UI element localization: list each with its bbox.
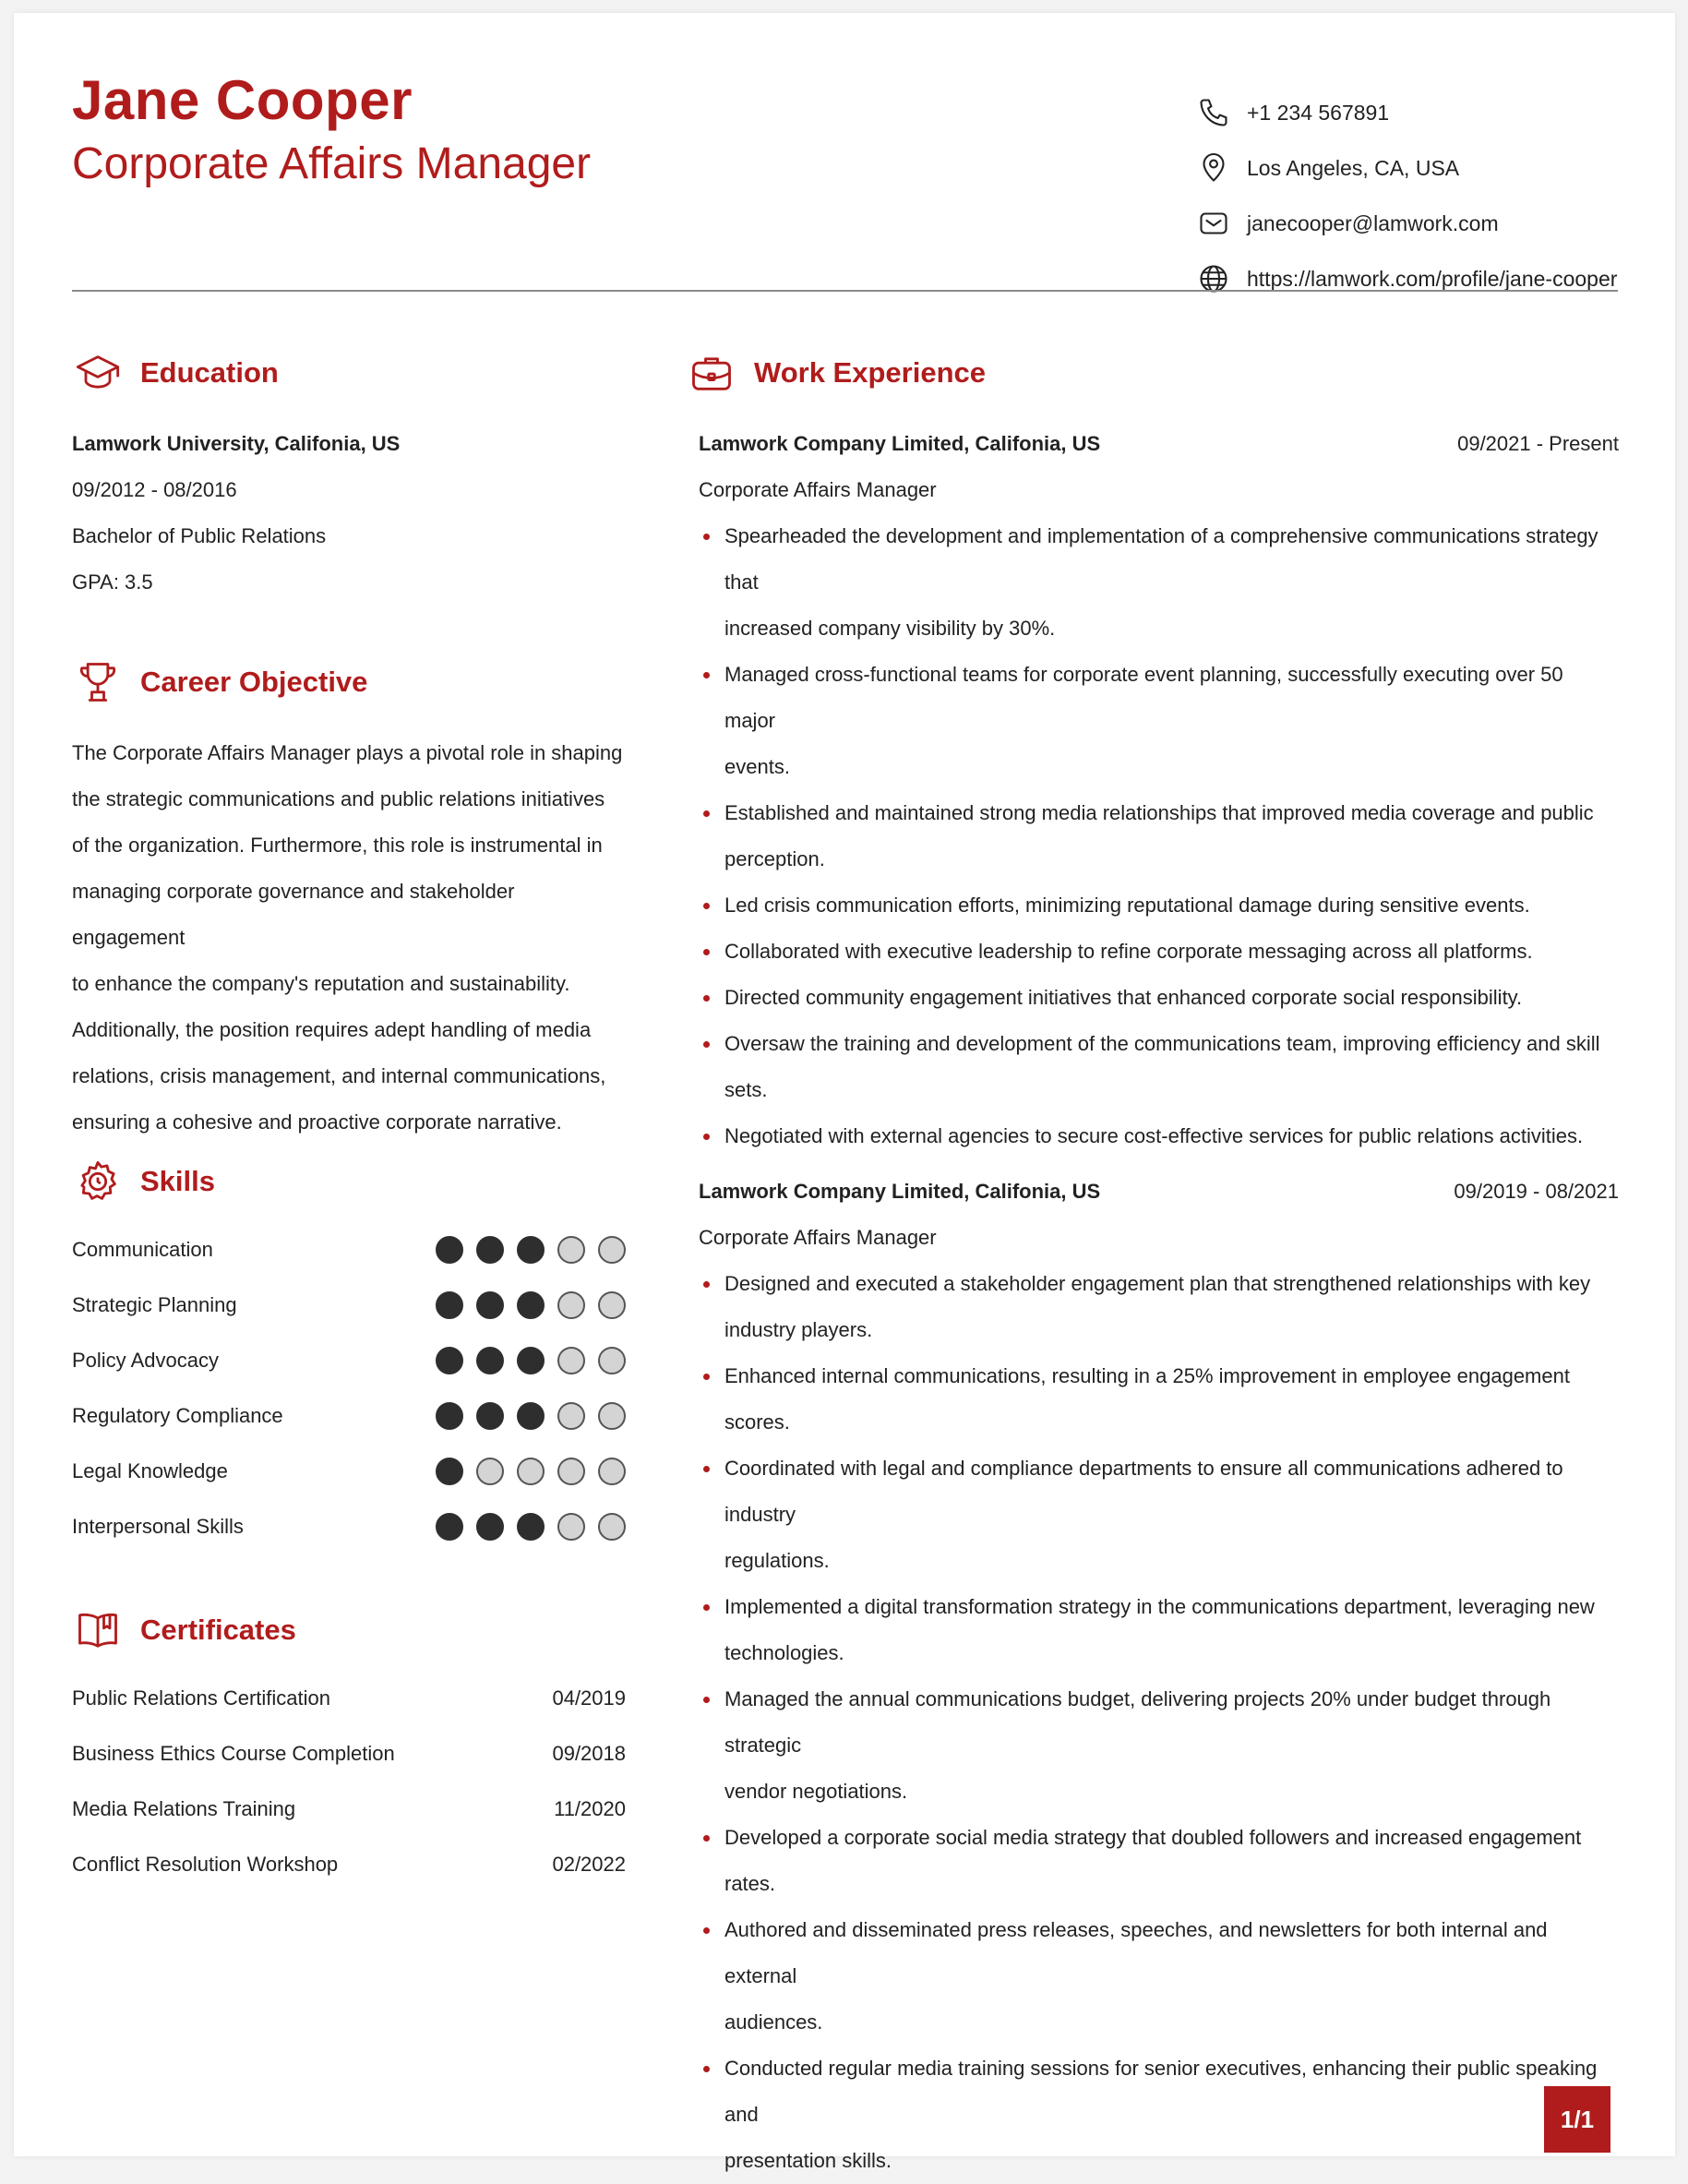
- certificate-row: [72, 1671, 626, 1726]
- bullet-dot: [703, 1927, 710, 1934]
- bullet-text-line: perception.: [724, 847, 825, 870]
- skills-section: [72, 1222, 626, 1554]
- job-role: Corporate Affairs Manager: [699, 1226, 937, 1249]
- graduation-cap-icon: [72, 347, 124, 399]
- gear-icon: [72, 1156, 124, 1207]
- job-bullet: [699, 1584, 1619, 1676]
- skill-dot-empty: [557, 1402, 585, 1430]
- job-bullet: [699, 1815, 1619, 1907]
- bullet-dot: [703, 1281, 710, 1288]
- bullet-dot: [703, 1466, 710, 1472]
- skill-row: Strategic Planning: [72, 1278, 626, 1333]
- skill-dot-empty: [557, 1347, 585, 1374]
- skill-dot-empty: [476, 1458, 504, 1485]
- job-bullets: [699, 1261, 1619, 2184]
- job-bullets: [699, 513, 1619, 1159]
- bullet-text-line: Managed the annual communications budget, delivering projects 20% under budget through strategic: [724, 1687, 1551, 1757]
- certificates-heading: Certificates: [72, 1604, 296, 1656]
- job-bullet: [699, 1353, 1619, 1446]
- objective-heading: Career Objective: [72, 656, 367, 708]
- bullet-text-line: Oversaw the training and development of the communications team, improving efficiency and skill: [724, 1032, 1600, 1055]
- skill-dot-empty: [598, 1402, 626, 1430]
- page-indicator: 1/1: [1544, 2086, 1610, 2153]
- skill-dot-filled: [517, 1236, 545, 1264]
- contact-location: [1195, 140, 1617, 196]
- resume-page: [14, 13, 1675, 2172]
- bullet-dot: [703, 1697, 710, 1703]
- job-bullet: [699, 790, 1619, 882]
- candidate-name: Jane Cooper: [72, 69, 413, 131]
- education-dates: 09/2012 - 08/2016: [72, 478, 237, 501]
- skill-dot-filled: [476, 1236, 504, 1264]
- job-bullet: [699, 513, 1619, 652]
- job-bullet: [699, 1676, 1619, 1815]
- phone-text: +1 234 567891: [1247, 100, 1390, 125]
- objective-text: The Corporate Affairs Manager plays a pivotal role in shaping the strategic communications and public relations initiatives of the organization. Furthermore, this role is instrumental in managing corporate governance and stakeholder engagement to enhance the company's reputation and sustainability. Additionally, the position requires adept handling of media relations, crisis management, and internal communications, ensuring a cohesive and proactive corporate narrative.: [72, 741, 623, 1134]
- certificate-name: Media Relations Training: [72, 1797, 296, 1820]
- briefcase-icon: [686, 347, 737, 399]
- skill-dot-empty: [557, 1291, 585, 1319]
- contact-email: [1195, 196, 1617, 251]
- bullet-text-line: Collaborated with executive leadership to refine corporate messaging across all platforms.: [724, 940, 1533, 963]
- bullet-text-line: increased company visibility by 30%.: [724, 617, 1056, 640]
- job-bullet: [699, 652, 1619, 790]
- skill-rating: [423, 1236, 626, 1264]
- bullet-text-line: events.: [724, 755, 790, 778]
- bullet-dot: [703, 1835, 710, 1842]
- bullet-text-line: Directed community engagement initiatives that enhanced corporate social responsibility.: [724, 986, 1523, 1009]
- bullet-dot: [703, 672, 710, 678]
- skill-rating: [423, 1458, 626, 1485]
- skill-dot-filled: [436, 1458, 463, 1485]
- skill-dot-empty: [598, 1513, 626, 1541]
- certificate-date: 11/2020: [554, 1797, 626, 1820]
- contact-website: [1195, 251, 1617, 306]
- job-bullet: [699, 1021, 1619, 1113]
- certificate-name: Conflict Resolution Workshop: [72, 1853, 339, 1876]
- location-text: Los Angeles, CA, USA: [1247, 155, 1460, 180]
- bullet-dot: [703, 2066, 710, 2072]
- education-section: [72, 421, 626, 606]
- certificate-date: 04/2019: [552, 1686, 626, 1710]
- job-role: Corporate Affairs Manager: [699, 478, 937, 501]
- skill-dot-filled: [476, 1291, 504, 1319]
- globe-icon: [1195, 260, 1232, 297]
- skill-row: Communication: [72, 1222, 626, 1278]
- certificate-row: [72, 1837, 626, 1892]
- email-icon: [1195, 205, 1232, 242]
- contact-phone: [1195, 85, 1617, 140]
- education-heading: Education: [72, 347, 279, 399]
- skill-dot-filled: [476, 1347, 504, 1374]
- job-entry: [699, 1169, 1619, 2184]
- skill-dot-empty: [598, 1458, 626, 1485]
- job-bullet: [699, 975, 1619, 1021]
- contact-list: [1195, 85, 1617, 306]
- certificate-row: [72, 1726, 626, 1782]
- bullet-text-line: Developed a corporate social media strategy that doubled followers and increased engagement rates.: [724, 1826, 1582, 1895]
- bullet-dot: [703, 1374, 710, 1380]
- skill-dot-empty: [517, 1458, 545, 1485]
- skills-heading: Skills: [72, 1156, 215, 1207]
- job-dates: 09/2019 - 08/2021: [1454, 1180, 1619, 1203]
- skill-dot-filled: [517, 1402, 545, 1430]
- work-section: [699, 421, 1619, 2184]
- work-heading: Work Experience: [686, 347, 986, 399]
- candidate-title: Corporate Affairs Manager: [72, 139, 592, 188]
- bullet-text-line: Authored and disseminated press releases, speeches, and newsletters for both internal and external: [724, 1918, 1548, 1987]
- certificate-name: Business Ethics Course Completion: [72, 1742, 395, 1765]
- job-bullet: [699, 1261, 1619, 1353]
- job-bullet: [699, 1113, 1619, 1159]
- bullet-text-line: Designed and executed a stakeholder engagement plan that strengthened relationships with key: [724, 1272, 1591, 1295]
- bullet-text-line: sets.: [724, 1078, 768, 1101]
- bullet-text-line: Implemented a digital transformation strategy in the communications department, leveraging new: [724, 1595, 1595, 1618]
- job-company: Lamwork Company Limited, Califonia, US: [699, 432, 1101, 455]
- education-degree: Bachelor of Public Relations: [72, 524, 327, 547]
- website-text: https://lamwork.com/profile/jane-cooper: [1247, 266, 1618, 291]
- skill-dot-empty: [557, 1458, 585, 1485]
- skill-row: Interpersonal Skills: [72, 1499, 626, 1554]
- certificates-section: [72, 1671, 626, 1892]
- bullet-text-line: presentation skills.: [724, 2149, 892, 2172]
- job-bullet: [699, 882, 1619, 929]
- skill-dot-filled: [517, 1291, 545, 1319]
- bullet-dot: [703, 995, 710, 1002]
- phone-icon: [1195, 94, 1232, 131]
- skill-rating: [423, 1347, 626, 1374]
- bullet-text-line: Negotiated with external agencies to secure cost-effective services for public relations activities.: [724, 1124, 1584, 1147]
- job-company: Lamwork Company Limited, Califonia, US: [699, 1180, 1101, 1203]
- skill-rating: [423, 1513, 626, 1541]
- header-divider: [72, 290, 1618, 292]
- objective-section: [72, 730, 626, 1146]
- skill-dot-filled: [517, 1513, 545, 1541]
- bullet-text-line: Spearheaded the development and implementation of a comprehensive communications strategy that: [724, 524, 1598, 594]
- education-school: Lamwork University, Califonia, US: [72, 432, 401, 455]
- trophy-icon: [72, 656, 124, 708]
- bullet-dot: [703, 1134, 710, 1140]
- skill-row: Legal Knowledge: [72, 1444, 626, 1499]
- skill-dot-filled: [476, 1513, 504, 1541]
- skill-dot-empty: [598, 1236, 626, 1264]
- bullet-text-line: Managed cross-functional teams for corporate event planning, successfully executing over 50 major: [724, 663, 1563, 732]
- bullet-text-line: technologies.: [724, 1641, 844, 1664]
- bullet-text-line: Enhanced internal communications, resulting in a 25% improvement in employee engagement scores.: [724, 1364, 1570, 1434]
- skill-dot-empty: [557, 1236, 585, 1264]
- bullet-text-line: Conducted regular media training sessions for senior executives, enhancing their public speaking and: [724, 2057, 1598, 2126]
- job-header: [699, 1169, 1619, 1215]
- location-icon: [1195, 150, 1232, 186]
- skill-dot-filled: [517, 1347, 545, 1374]
- bullet-text-line: Led crisis communication efforts, minimizing reputational damage during sensitive events.: [724, 894, 1530, 917]
- bullet-text-line: Established and maintained strong media relationships that improved media coverage and public: [724, 801, 1594, 824]
- bullet-text-line: vendor negotiations.: [724, 1780, 908, 1803]
- bullet-dot: [703, 1041, 710, 1048]
- skill-dot-empty: [557, 1513, 585, 1541]
- skill-dot-filled: [436, 1291, 463, 1319]
- skill-rating: [423, 1291, 626, 1319]
- certificate-name: Public Relations Certification: [72, 1686, 331, 1710]
- certificate-date: 09/2018: [552, 1742, 626, 1765]
- skill-dot-empty: [598, 1347, 626, 1374]
- skill-row: Policy Advocacy: [72, 1333, 626, 1388]
- skill-dot-filled: [436, 1236, 463, 1264]
- education-gpa: GPA: 3.5: [72, 570, 153, 594]
- skill-dot-filled: [476, 1402, 504, 1430]
- skill-row: Regulatory Compliance: [72, 1388, 626, 1444]
- skill-dot-empty: [598, 1291, 626, 1319]
- job-bullet: [699, 2046, 1619, 2184]
- job-bullet: [699, 1446, 1619, 1584]
- book-icon: [72, 1604, 124, 1656]
- certificate-date: 02/2022: [552, 1853, 626, 1876]
- skill-rating: [423, 1402, 626, 1430]
- bullet-text-line: regulations.: [724, 1549, 830, 1572]
- bullet-dot: [703, 1604, 710, 1611]
- job-header: [699, 421, 1619, 467]
- bullet-text-line: audiences.: [724, 2010, 823, 2034]
- bullet-text-line: Coordinated with legal and compliance departments to ensure all communications adhered to industry: [724, 1457, 1563, 1526]
- job-dates: 09/2021 - Present: [1457, 432, 1619, 455]
- bullet-dot: [703, 949, 710, 955]
- bullet-text-line: industry players.: [724, 1318, 873, 1341]
- job-bullet: [699, 1907, 1619, 2046]
- certificate-row: [72, 1782, 626, 1837]
- bullet-dot: [703, 534, 710, 540]
- skill-dot-filled: [436, 1347, 463, 1374]
- bullet-dot: [703, 903, 710, 909]
- skill-dot-filled: [436, 1513, 463, 1541]
- job-entry: [699, 421, 1619, 1159]
- job-bullet: [699, 929, 1619, 975]
- email-text: janecooper@lamwork.com: [1247, 210, 1499, 235]
- bullet-dot: [703, 810, 710, 817]
- skill-dot-filled: [436, 1402, 463, 1430]
